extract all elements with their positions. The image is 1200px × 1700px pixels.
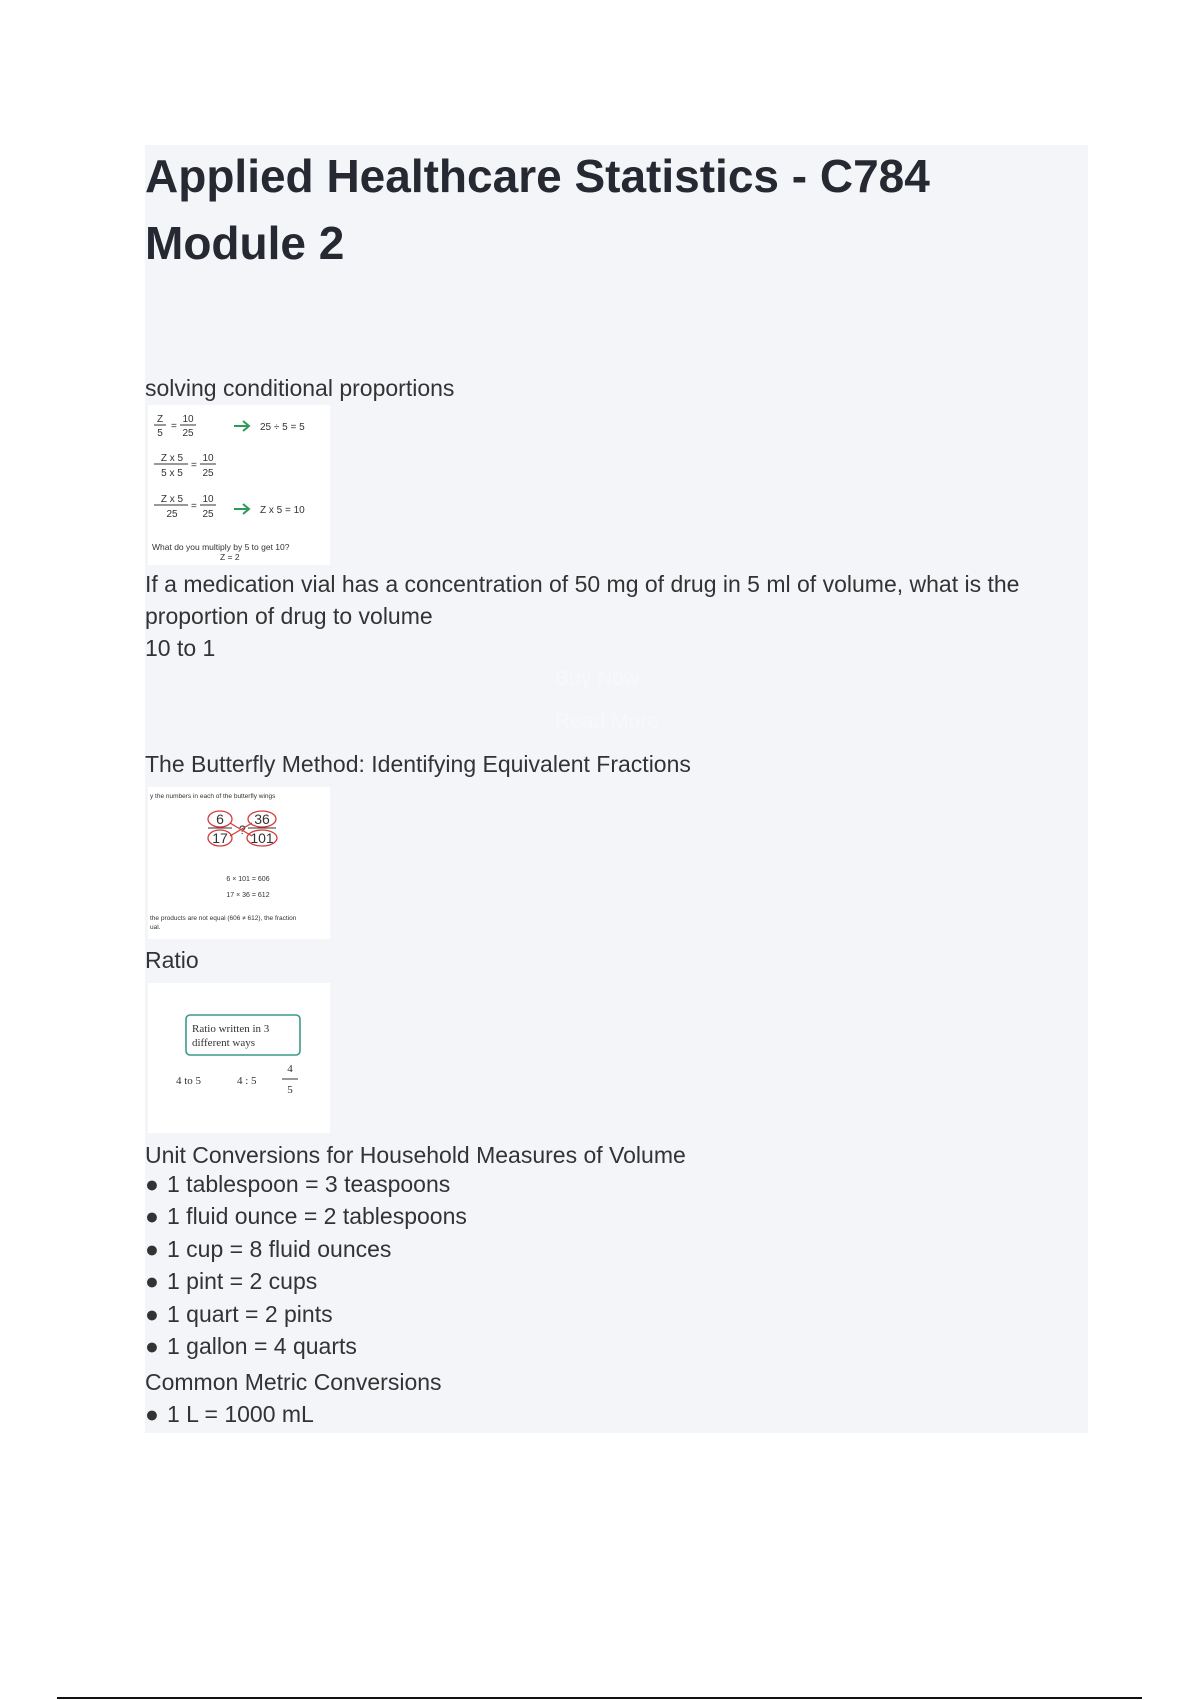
frac2-num: 36 [254,811,270,827]
row3-right-den: 25 [202,509,214,520]
list-item: ● 1 gallon = 4 quarts [145,1333,357,1360]
row1-left-den: 5 [157,428,163,439]
conditional-proportions-figure [148,405,330,565]
butterfly-heading: The Butterfly Method: Identifying Equivalent Fractions [145,751,691,777]
ratio-box-line2: different ways [192,1037,256,1049]
list-item: ● 1 cup = 8 fluid ounces [145,1235,392,1262]
svg-text:=: = [171,421,177,432]
ratio-form-3-num: 4 [287,1063,293,1075]
frac2-den: 101 [250,830,274,846]
row2-left-den: 5 x 5 [161,468,183,479]
metric-conversions-list [145,1398,314,1430]
frac1-num: 6 [216,811,224,827]
butterfly-figure [148,787,330,939]
unit-conversions-heading: Unit Conversions for Household Measures of Volume [145,1142,686,1168]
caption-answer: Z = 2 [220,552,240,562]
answer-text: 10 to 1 [145,635,216,661]
list-item: ● 1 pint = 2 cups [145,1268,318,1295]
list-item: ● 1 L = 1000 mL [145,1401,314,1427]
row3-right-num: 10 [202,494,214,505]
ratio-heading: Ratio [145,947,199,973]
arrow-right-icon [234,421,249,431]
row1-left-num: Z [156,414,164,425]
product-1: 6 × 101 = 606 [226,876,270,883]
conditional-proportions-heading: solving conditional proportions [145,375,455,401]
row1-right-den: 25 [182,428,194,439]
row2-right-den: 25 [202,468,214,479]
list-item: ● 1 tablespoon = 3 teaspoons [145,1171,451,1197]
ratio-box [186,1015,300,1055]
ratio-box-line1: Ratio written in 3 [192,1023,270,1035]
list-item: ● 1 fluid ounce = 2 tablespoons [145,1203,467,1230]
ratio-form-3-den: 5 [287,1084,293,1096]
row1-right-num: 10 [182,414,194,425]
butterfly-bottom-text-2: ual. [150,924,161,931]
frac1-den: 17 [212,830,228,846]
row2-right-num: 10 [202,453,214,464]
row3-result: Z x 5 = 10 [260,505,305,516]
arrow-right-icon [234,504,249,514]
row3-left-num: Z x 5 [160,494,184,505]
ghost-overlay-buy: Buy Now [555,667,640,690]
product-2: 17 × 36 = 612 [226,892,270,899]
ghost-overlay-read: Read More [555,710,659,733]
svg-text:=: = [191,501,197,512]
caption: What do you multiply by 5 to get 10? [152,542,290,552]
metric-conversions-heading: Common Metric Conversions [145,1369,442,1395]
svg-text:=: = [191,460,197,471]
ratio-form-1: 4 to 5 [176,1075,202,1087]
ratio-figure [148,983,330,1133]
row1-result: 25 ÷ 5 = 5 [260,422,305,433]
butterfly-top-text: y the numbers in each of the butterfly wings [150,793,276,800]
question-line-1: If a medication vial has a concentration of 50 mg of drug in 5 ml of volume, what is the [145,571,1020,597]
footer-divider [57,1697,1142,1699]
question-mark: ? [239,823,246,837]
list-item: ● 1 quart = 2 pints [145,1300,333,1327]
unit-conversions-list [145,1168,467,1362]
ratio-form-2: 4 : 5 [237,1075,257,1087]
question-line-2: proportion of drug to volume [145,603,433,629]
row3-left-den: 25 [166,509,178,520]
document-title: Applied Healthcare Statistics - C784 Module 2 [145,150,930,269]
row2-left-num: Z x 5 [160,453,184,464]
butterfly-bottom-text: the products are not equal (606 ≠ 612), the fraction [150,915,297,922]
